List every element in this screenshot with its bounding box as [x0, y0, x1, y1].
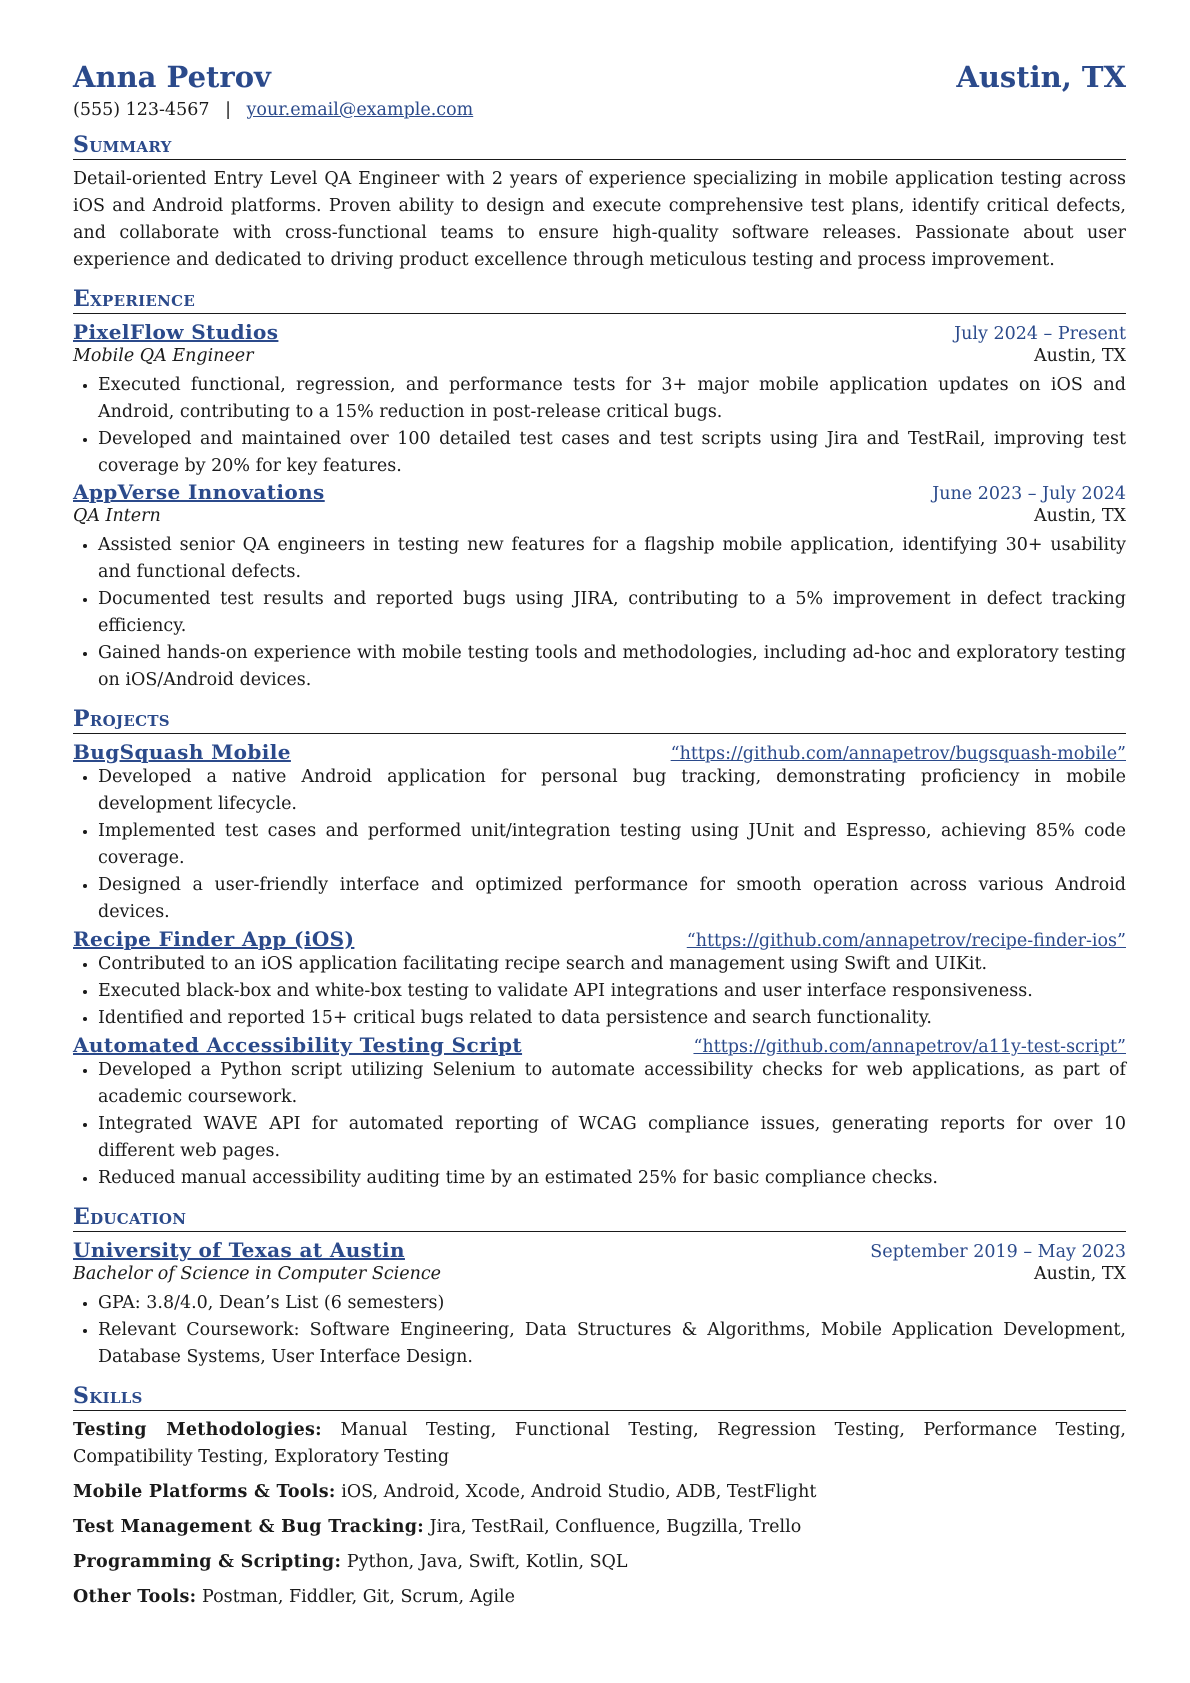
project-header — [73, 927, 1126, 951]
section-title-summary: Summary — [73, 132, 1126, 160]
experience-entry — [73, 320, 1126, 480]
section-title-education: Education — [73, 1204, 1126, 1232]
candidate-name: Anna Petrov — [73, 60, 271, 94]
resume-header — [73, 60, 1126, 94]
project-header — [73, 1033, 1126, 1057]
school-link[interactable]: University of Texas at Austin — [73, 1238, 405, 1262]
education-entry — [73, 1238, 1126, 1371]
project-entry — [73, 1033, 1126, 1192]
entry-location: Austin, TX — [1033, 1264, 1126, 1284]
project-url-link[interactable]: “https://github.com/annapetrov/recipe-finder-ios” — [686, 931, 1126, 951]
project-url-link[interactable]: “https://github.com/annapetrov/a11y-test-script” — [693, 1037, 1126, 1057]
project-url-link[interactable]: “https://github.com/annapetrov/bugsquash-mobile” — [670, 744, 1126, 764]
project-header — [73, 740, 1126, 764]
entry-location: Austin, TX — [1033, 506, 1126, 526]
entry-header — [73, 1238, 1126, 1262]
bullet-list — [73, 1057, 1126, 1192]
email-link[interactable]: your.email@example.com — [246, 100, 474, 120]
bullet-item: • Integrated WAVE API for automated reporting of WCAG compliance issues, generating reports for over 10 different web pages. — [98, 1111, 1126, 1165]
skill-row — [73, 1514, 1126, 1541]
bullet-item: • Executed black-box and white-box testing to validate API integrations and user interface responsiveness. — [98, 978, 1126, 1005]
phone-number: (555) 123-4567 — [73, 100, 210, 120]
bullet-item: • Assisted senior QA engineers in testing new features for a flagship mobile application, identifying 30+ usability and functional defects. — [98, 532, 1126, 586]
bullet-item: • GPA: 3.8/4.0, Dean’s List (6 semesters) — [98, 1290, 1126, 1317]
bullet-item: • Reduced manual accessibility auditing time by an estimated 25% for basic compliance checks. — [98, 1165, 1126, 1192]
company-link[interactable]: AppVerse Innovations — [73, 480, 325, 504]
skill-value: iOS, Android, Xcode, Android Studio, ADB, TestFlight — [341, 1482, 817, 1502]
bullet-list — [73, 372, 1126, 480]
experience-entry — [73, 480, 1126, 694]
skill-value: Postman, Fiddler, Git, Scrum, Agile — [202, 1587, 515, 1607]
section-title-skills: Skills — [73, 1383, 1126, 1411]
job-role: QA Intern — [73, 506, 161, 526]
skill-label: Other Tools: — [73, 1587, 197, 1607]
bullet-item: • Developed and maintained over 100 detailed test cases and test scripts using Jira and TestRail, improving test coverage by 20% for key features. — [98, 426, 1126, 480]
entry-dates: July 2024 – Present — [954, 324, 1126, 344]
project-entry — [73, 927, 1126, 1032]
bullet-item: • Relevant Coursework: Software Engineering, Data Structures & Algorithms, Mobile Application Development, Database Systems, User Interface Design. — [98, 1317, 1126, 1371]
bullet-item: • Contributed to an iOS application facilitating recipe search and management using Swift and UIKit. — [98, 951, 1126, 978]
bullet-list — [73, 951, 1126, 1032]
candidate-location: Austin, TX — [956, 60, 1126, 94]
entry-header — [73, 320, 1126, 344]
entry-subheader — [73, 346, 1126, 366]
entry-location: Austin, TX — [1033, 346, 1126, 366]
entry-header — [73, 480, 1126, 504]
bullet-item: • Gained hands-on experience with mobile testing tools and methodologies, including ad-hoc and exploratory testing on iOS/Android devices. — [98, 640, 1126, 694]
section-title-projects: Projects — [73, 706, 1126, 734]
entry-dates: June 2023 – July 2024 — [932, 484, 1126, 504]
contact-separator: | — [225, 100, 231, 120]
skill-value: Jira, TestRail, Confluence, Bugzilla, Trello — [429, 1517, 802, 1537]
bullet-item: • Designed a user-friendly interface and optimized performance for smooth operation across various Android devices. — [98, 872, 1126, 926]
bullet-item: • Identified and reported 15+ critical bugs related to data persistence and search functionality. — [98, 1005, 1126, 1032]
skill-label: Test Management & Bug Tracking: — [73, 1517, 425, 1537]
bullet-list — [73, 1290, 1126, 1371]
skill-value: Python, Java, Swift, Kotlin, SQL — [346, 1552, 628, 1572]
entry-subheader — [73, 1264, 1126, 1284]
entry-subheader — [73, 506, 1126, 526]
bullet-item: • Developed a native Android application for personal bug tracking, demonstrating proficiency in mobile development lifecycle. — [98, 764, 1126, 818]
skill-row — [73, 1479, 1126, 1506]
skill-row — [73, 1584, 1126, 1611]
skill-row — [73, 1417, 1126, 1471]
section-title-experience: Experience — [73, 286, 1126, 314]
job-role: Mobile QA Engineer — [73, 346, 254, 366]
skill-label: Programming & Scripting: — [73, 1552, 342, 1572]
skill-label: Testing Methodologies: — [73, 1420, 322, 1440]
skill-value: Manual Testing, Functional Testing, Regression Testing, Performance Testing, Compatibility Testing, Exploratory Testing — [73, 1420, 1126, 1467]
contact-line — [73, 100, 1126, 120]
entry-dates: September 2019 – May 2023 — [870, 1242, 1126, 1262]
bullet-item: • Developed a Python script utilizing Selenium to automate accessibility checks for web applications, as part of academic coursework. — [98, 1057, 1126, 1111]
degree: Bachelor of Science in Computer Science — [73, 1264, 442, 1284]
project-name-link[interactable]: Recipe Finder App (iOS) — [73, 927, 355, 951]
summary-text: Detail-oriented Entry Level QA Engineer with 2 years of experience specializing in mobile application testing across iOS and Android platforms. Proven ability to design and execute comprehensive test plans, identify critical defects, and collaborate with cross-functional teams to ensure high-quality software releases. Passionate about user experience and dedicated to driving product excellence through meticulous testing and process improvement. — [73, 169, 1126, 270]
bullet-list — [73, 764, 1126, 926]
project-entry — [73, 740, 1126, 926]
bullet-item: • Executed functional, regression, and performance tests for 3+ major mobile application updates on iOS and Android, contributing to a 15% reduction in post-release critical bugs. — [98, 372, 1126, 426]
project-name-link[interactable]: Automated Accessibility Testing Script — [73, 1033, 523, 1057]
bullet-item: • Implemented test cases and performed unit/integration testing using JUnit and Espresso, achieving 85% code coverage. — [98, 818, 1126, 872]
bullet-item: • Documented test results and reported bugs using JIRA, contributing to a 5% improvement in defect tracking efficiency. — [98, 586, 1126, 640]
skill-label: Mobile Platforms & Tools: — [73, 1482, 336, 1502]
skill-row — [73, 1549, 1126, 1576]
project-name-link[interactable]: BugSquash Mobile — [73, 740, 291, 764]
bullet-list — [73, 532, 1126, 694]
skills-list — [73, 1417, 1126, 1611]
company-link[interactable]: PixelFlow Studios — [73, 320, 279, 344]
